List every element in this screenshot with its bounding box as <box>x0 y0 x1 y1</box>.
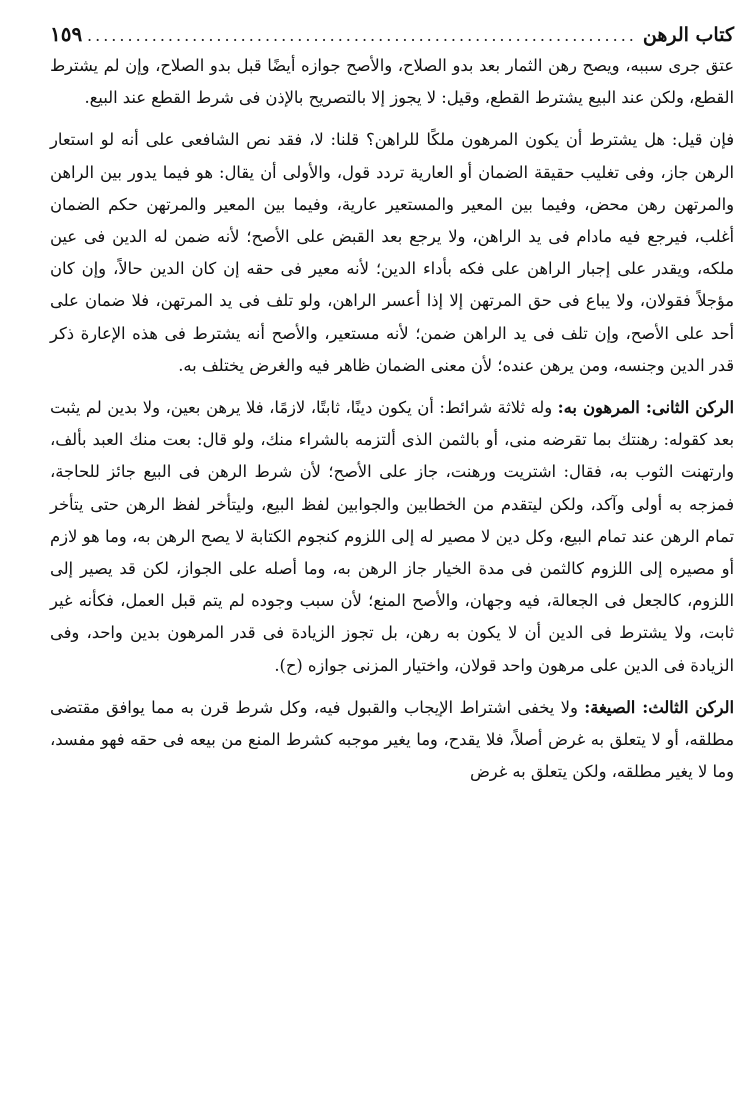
page-number: ١٥٩ <box>50 22 83 46</box>
section-heading: الركن الثانى: المرهون به: <box>557 398 734 418</box>
paragraph-text: ولا يخفى اشتراط الإيجاب والقبول فيه، وكل شرط قرن به مما يوافق مقتضى مطلقه، أو لا يتعلق به غرض أصلاً، فلا يقدح، وما يغير موجبه كشرط المنع من بيعه فى حقه فهو مفسد، وما لا يغير مطلقه، ولكن يتعلق به غرض <box>50 697 734 782</box>
paragraph-text: وله ثلاثة شرائط: أن يكون دينًا، ثابتًا، لازمًا، فلا يرهن بعين، ولا بدين لم يثبت بعد كقوله: رهنتك بما تقرضه منى، أو بالثمن الذى ألتزمه بالشراء منك، ولو قال: بعت منك العبد بألف، وارتهنت الثوب به، فقال: اشتريت ورهنت، جاز على الأصح؛ لأن شرط الرهن فى البيع جائز للحاجة، فمزجه به أولى وآكد، ولكن ليتقدم من الخطابين والجوابين لفظ البيع، وليتأخر لفظ الرهن حتى يتأخر تمام الرهن عند تمام البيع، وكل دين لا مصير له إلى اللزوم كنجوم الكتابة لا يصح الرهن به، وما هو لازم أو مصيره إلى اللزوم كالثمن فى مدة الخيار جاز الرهن به، وما أصله على الجواز، لكن قد يصير إلى اللزوم، كالجعل فى الجعالة، فيه وجهان، والأصح المنع؛ لأن سبب وجوده لم يتم قبل العمل، فكأنه غير ثابت، ولا يشترط فى الدين أن لا يكون به رهن، بل تجوز الزيادة فى قدر المرهون بدين واحد، وفى الزيادة فى الدين على مرهون واحد قولان، واختيار المزنى جوازه (ح). <box>50 398 734 675</box>
paragraph-text: فإن قيل: هل يشترط أن يكون المرهون ملكًا للراهن؟ قلنا: لا، فقد نص الشافعى على أنه لو استعار الرهن جاز، وفى تغليب حقيقة الضمان أو العارية تردد قول، والأولى أن يقال: هو فيما يدور بين الراهن والمرتهن رهن محض، وفيما بين المعير والمستعير عارية، وفيما بين المعير والمرتهن حكم الضمان أغلب، فيرجع فيه مادام فى يد الراهن، ولا يرجع بعد القبض على الأصح؛ لأنه ضمن له الدين فى عين ملكه، ويقدر على إجبار الراهن على فكه بأداء الدين؛ لأنه معير فى حقه إن كان الدين حالاً، وإن كان مؤجلاً فقولان، ولا يباع فى حق المرتهن إلا إذا أعسر الراهن، ولو تلف فى يد المرتهن، فلا ضمان على أحد على الأصح، وإن تلف فى يد الراهن ضمن؛ لأنه مستعير، والأصح أنه يشترط فى هذه الإعارة ذكر قدر الدين وجنسه، ومن يرهن عنده؛ لأن معنى الضمان ظاهر فيه والغرض يختلف به. <box>50 130 734 375</box>
paragraph-2 <box>50 124 734 382</box>
paragraph-4 <box>50 692 734 789</box>
leader-dots <box>88 26 637 45</box>
book-title: كتاب الرهن <box>642 24 734 46</box>
running-header <box>50 22 734 46</box>
paragraph-text: عتق جرى سببه، ويصح رهن الثمار بعد بدو الصلاح، والأصح جوازه أيضًا قبل بدو الصلاح، وإن لم يشترط القطع، ولكن عند البيع يشترط القطع، وقيل: لا يجوز إلا بالتصريح بالإذن فى شرط القطع عند البيع. <box>50 56 734 108</box>
document-page <box>50 22 734 788</box>
section-heading: الركن الثالث: الصيغة: <box>584 697 735 717</box>
paragraph-3 <box>50 392 734 682</box>
paragraph-1 <box>50 50 734 114</box>
